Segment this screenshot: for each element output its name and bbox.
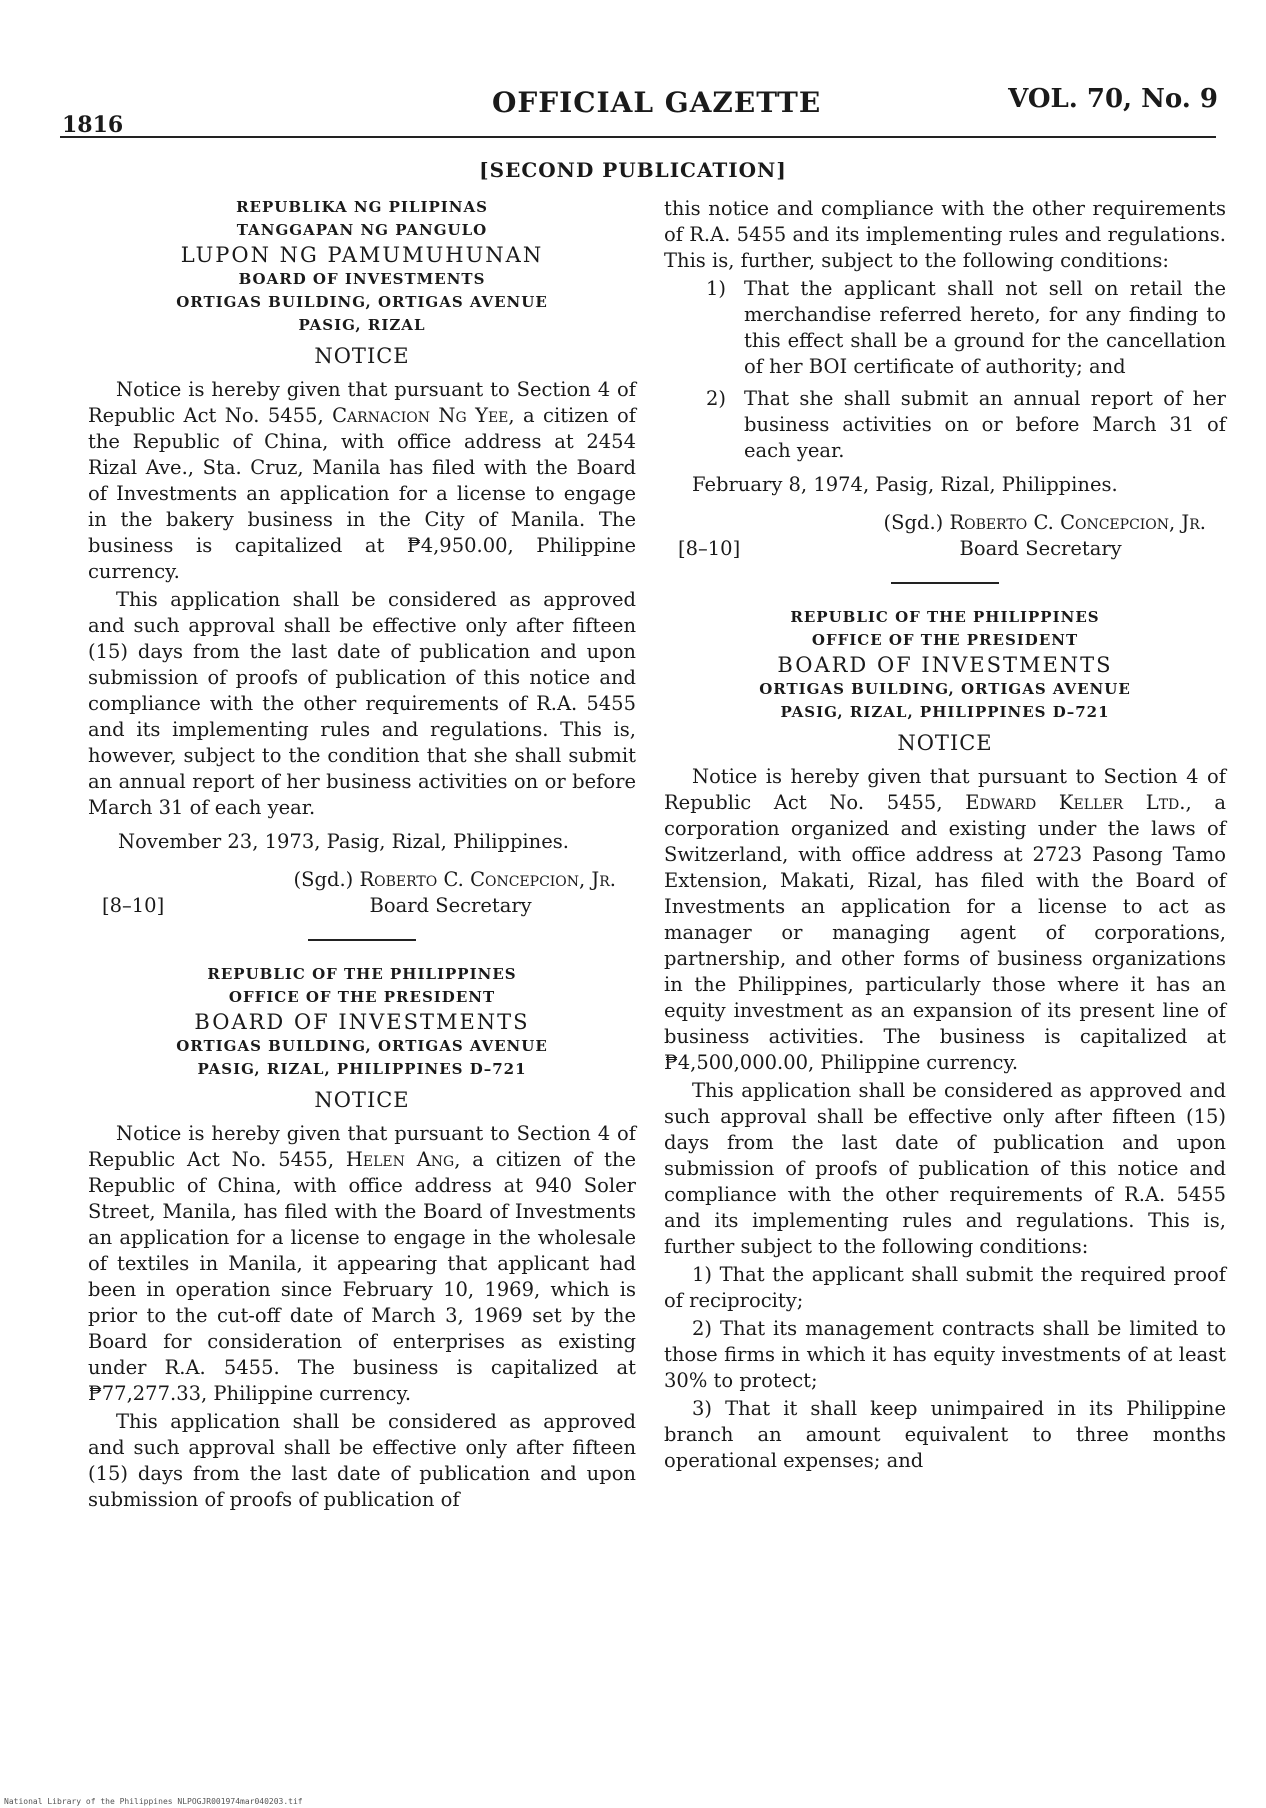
notice-header-line: OFFICE OF THE PRESIDENT: [811, 631, 1079, 649]
signature-block: [88, 867, 636, 919]
agency-name: LUPON NG PAMUMUHUNAN: [180, 243, 544, 267]
notice-2-continued: [664, 196, 1226, 584]
notice-paragraph: Notice is hereby given that pursuant to Section 4 of Republic Act No. 5455, Edward Keller Ltd., a corporation organized and existing under the laws of Switzerland, with office address at 2723 Pasong Tamo Extension, Makati, Rizal, has filed with the Board of Investments an application for a license to act as manager or managing agent of corporations, partnership, and other forms of business organizations in the Philippines, particularly those where it has an equity investment as an expansion of its present line of business activities. The business is capitalized at ₱4,500,000.00, Philippine currency.: [664, 765, 1226, 1074]
condition-item: 2) That its management contracts shall be limited to those firms in which it has equity investments of at least 30% to protect;: [664, 1317, 1226, 1392]
notice-paragraph: This application shall be considered as approved and such approval shall be effective only after fifteen (15) days from the last date of publication and upon submission of proofs of publication of this notice and compliance with the other requirements of R.A. 5455 and its implementing rules and regulations. This is, however, subject to the condition that she shall submit an annual report of her business activities on or before March 31 of each year.: [88, 588, 636, 819]
reference-number: [8–10]: [678, 537, 741, 560]
volume-number: VOL. 70, No. 9: [1008, 84, 1218, 114]
gazette-title: OFFICIAL GAZETTE: [492, 86, 822, 119]
condition-item: 1) That the applicant shall submit the required proof of reciprocity;: [664, 1263, 1226, 1312]
signatory-name: Roberto C. Concepcion, Jr.: [359, 868, 616, 891]
notice-header-line: TANGGAPAN NG PANGULO: [236, 221, 488, 239]
notice-paragraph: this notice and compliance with the other requirements of R.A. 5455 and its implementing rules and regulations. This is, further, subject to the following conditions:: [664, 197, 1226, 272]
notice-sub-line: BOARD OF INVESTMENTS: [238, 270, 486, 288]
notice-sub-line: ORTIGAS BUILDING, ORTIGAS AVENUE: [759, 680, 1131, 698]
notice-sub-line: ORTIGAS BUILDING, ORTIGAS AVENUE: [176, 1037, 548, 1055]
signature-block: [664, 510, 1226, 562]
scan-footer: National Library of the Philippines NLPOGJR001974mar040203.tif: [4, 1797, 303, 1806]
reference-number: [8–10]: [102, 894, 165, 917]
condition-item: 1) That the applicant shall not sell on retail the merchandise referred hereto, for any finding to this effect shall be a ground for the cancellation of her BOI certificate of authority; and: [706, 277, 1226, 378]
second-publication-label: [SECOND PUBLICATION]: [479, 158, 787, 182]
notice-paragraph: This application shall be considered as approved and such approval shall be effective only after fifteen (15) days from the last date of publication and upon submission of proofs of publication of: [88, 1410, 636, 1511]
applicant-name: Edward Keller Ltd.: [965, 791, 1186, 814]
notice-3: [664, 606, 1226, 1474]
signatory-name: Roberto C. Concepcion, Jr.: [949, 511, 1206, 534]
agency-name: BOARD OF INVESTMENTS: [777, 653, 1113, 677]
notice-header-line: REPUBLIC OF THE PHILIPPINES: [790, 608, 1100, 626]
section-divider: [308, 939, 416, 941]
notice-sub-line: PASIG, RIZAL, PHILIPPINES D–721: [780, 703, 1110, 721]
notice-header-line: REPUBLIKA NG PILIPINAS: [236, 198, 488, 216]
signed-mark: (Sgd.): [883, 511, 944, 534]
notice-sub-line: PASIG, RIZAL: [298, 316, 426, 334]
page-number: 1816: [62, 112, 124, 138]
notice-date: November 23, 1973, Pasig, Rizal, Philippines.: [118, 830, 569, 853]
left-column: [88, 196, 636, 1515]
right-column: [664, 196, 1226, 1476]
section-divider: [891, 582, 999, 584]
condition-item: 3) That it shall keep unimpaired in its Philippine branch an amount equivalent to three months operational expenses; and: [664, 1397, 1226, 1472]
notice-header-line: REPUBLIC OF THE PHILIPPINES: [207, 965, 517, 983]
notice-sub-line: ORTIGAS BUILDING, ORTIGAS AVENUE: [176, 293, 548, 311]
signed-mark: (Sgd.): [293, 868, 354, 891]
signatory-title: Board Secretary: [369, 894, 532, 917]
notice-title: NOTICE: [314, 1088, 410, 1112]
notice-2: [88, 963, 636, 1513]
notice-paragraph: Notice is hereby given that pursuant to Section 4 of Republic Act No. 5455, Helen Ang, a citizen of the Republic of China, with office address at 940 Soler Street, Manila, has filed with the Board of Investments an application for a license to engage in the wholesale of textiles in Manila, it appearing that applicant had been in operation since February 10, 1969, which is prior to the cut-off date of March 3, 1969 set by the Board for consideration of enterprises as existing under R.A. 5455. The business is capitalized at ₱77,277.33, Philippine currency.: [88, 1122, 636, 1405]
notice-paragraph: This application shall be considered as approved and such approval shall be effective only after fifteen (15) days from the last date of publication and upon submission of proofs of publication of this notice and compliance with the other requirements of R.A. 5455 and its implementing rules and regulations. This is, further subject to the following conditions:: [664, 1079, 1226, 1258]
agency-name: BOARD OF INVESTMENTS: [194, 1010, 530, 1034]
notice-header-line: OFFICE OF THE PRESIDENT: [228, 988, 496, 1006]
condition-item: 2) That she shall submit an annual report of her business activities on or before March 31 of each year.: [706, 387, 1226, 462]
notice-1: [88, 196, 636, 941]
notice-title: NOTICE: [314, 344, 410, 368]
notice-title: NOTICE: [897, 731, 993, 755]
applicant-name: Carnacion Ng Yee: [332, 404, 509, 427]
notice-sub-line: PASIG, RIZAL, PHILIPPINES D–721: [197, 1060, 527, 1078]
notice-paragraph: Notice is hereby given that pursuant to Section 4 of Republic Act No. 5455, Carnacion Ng Yee, a citizen of the Republic of China, with office address at 2454 Rizal Ave., Sta. Cruz, Manila has filed with the Board of Investments an application for a license to engage in the bakery business in the City of Manila. The business is capitalized at ₱4,950.00, Philippine currency.: [88, 378, 637, 583]
notice-date: February 8, 1974, Pasig, Rizal, Philippines.: [692, 473, 1118, 496]
header-rule: [60, 136, 1216, 138]
signatory-title: Board Secretary: [959, 537, 1122, 560]
applicant-name: Helen Ang: [345, 1148, 455, 1171]
